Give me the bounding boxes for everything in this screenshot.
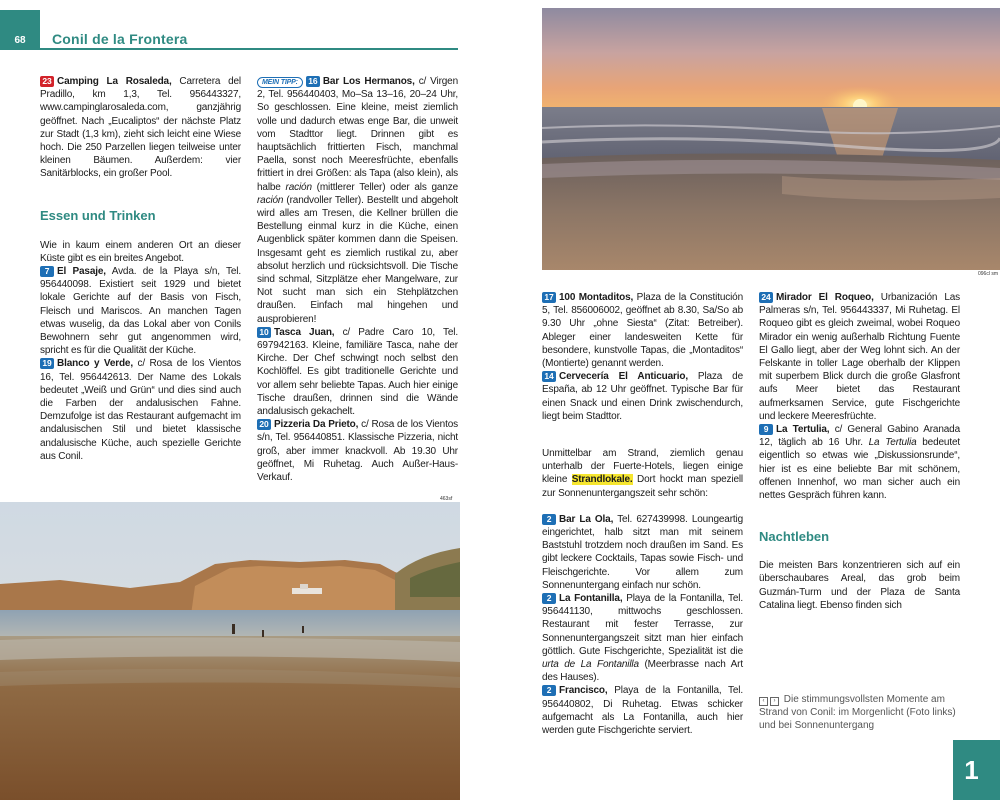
entry-name: La Fontanilla,: [559, 593, 623, 605]
page-number: 68: [0, 10, 40, 50]
entry-italic: ración: [285, 181, 312, 193]
entry-text: c/ Padre Caro 10, Tel. 697942163. Kleine, familiäre Tasca, nahe der Kirche. Der Chef schwingt noch selbst den Kochlöffel. Es gibt traditionelle Gerichte und vor allem sehr beliebte Tapas. Auch hier einige Tische draußen, drinnen sind die Wände andalusisch gekachelt.: [257, 326, 458, 418]
entry-italic: La Tertulia: [868, 437, 917, 449]
photo-morning-beach: [0, 502, 460, 800]
entry-la-tertulia: [759, 423, 960, 502]
highlighted-term: Strandlokale.: [571, 474, 633, 486]
entry-text: Tel. 627439998. Loungeartig eingerichtet, halb sitzt man mit seinem Baststuhl trotzdem noch draußen im Sand. Es gibt leckere Cocktails, Tapas sowie Fisch- und Fleischgerichte. Vor allem zum Sonnenuntergang einfach nur schön.: [542, 513, 743, 591]
left-page: [0, 0, 470, 800]
entry-text: Carretera del Pradillo, km 1,3, Tel. 956443327, www.campinglarosaleda.com, ganzjährig geöffnet. Nach „Eucaliptos“ der nächste Platz zur Stadt (1,3 km), zieht sich leicht eine Wiese hoch. Die 250 Parzellen liegen teilweise unter kleinen Bäumen. Außerdem: vier Sanitärblocks, ein großer Pool.: [40, 76, 241, 180]
entry-tasca-juan: [257, 326, 458, 418]
entry-name: Bar Los Hermanos,: [322, 76, 415, 87]
photo-right-arrow-icon: ›: [770, 697, 779, 706]
entry-el-pasaje: [40, 265, 241, 357]
entry-text: (Meerbrasse nach Art des Hauses).: [542, 659, 743, 684]
entry-los-hermanos: [257, 75, 458, 326]
entry-blanco-y-verde: [40, 357, 241, 463]
entry-text: c/ Rosa de los Vientos 16, Tel. 956442613. Der Name des Lokals bedeutet „Weiß und Grün“ und dies sind auch die Farben der andalusischen Fahne. Demzufolge ist das Restaurant aufgemacht im andalusischen Stil und bietet klassische andalusische Küche, auch spezielle Gerichte aus Conil.: [40, 358, 241, 462]
entry-name: 100 Montaditos,: [559, 292, 634, 303]
running-head: Conil de la Frontera: [52, 31, 188, 47]
entry-name: Blanco y Verde,: [57, 358, 133, 370]
map-marker-2: 2: [542, 685, 556, 696]
entry-name: Francisco,: [559, 685, 608, 697]
caption-text: Die stimmungsvollsten Momente am Strand von Conil: im Morgenlicht (Foto links) und bei Sonnenuntergang: [759, 694, 956, 731]
section-intro: Wie in kaum einem anderen Ort an dieser Küste gibt es ein breites Angebot.: [40, 239, 241, 264]
chapter-tab: 1: [953, 740, 1000, 800]
photo-morning-beach-image: [0, 502, 460, 800]
entry-name: Camping La Rosaleda,: [57, 76, 172, 87]
photo-sunset-beach-image: [542, 8, 1000, 270]
section-heading: Nachtleben: [759, 529, 830, 545]
entry-100-montaditos: [542, 291, 743, 370]
photo-credit: 463sf: [440, 496, 453, 502]
map-marker-17: 17: [542, 292, 556, 303]
entry-text: Playa de la Fontanilla, Tel. 956440802, Di Ruhetag. Etwas schicker aufgemacht als La Fontanilla, auch hier werden gute Fischgerichte serviert.: [542, 685, 743, 737]
entry-name: El Pasaje,: [57, 266, 106, 278]
section-heading: Essen und Trinken: [40, 207, 156, 223]
map-marker-9: 9: [759, 424, 773, 435]
entry-name: Cervecería El Anticuario,: [559, 371, 688, 383]
entry-bar-la-ola: [542, 513, 743, 592]
left-column-1: [40, 75, 241, 463]
entry-text: Playa de la Fontanilla, Tel. 956441130, mittwochs geschlossen. Restaurant mit fester Terrasse, zur Sonnenuntergangszeit sitzt man hier einfach göttlich. Gute Fischgerichte, Spezialität ist die: [542, 593, 743, 657]
entry-francisco: [542, 684, 743, 737]
entry-italic: urta de La Fontanilla: [542, 659, 639, 671]
entry-text: Plaza de España, ab 12 Uhr geöffnet. Typische Bar für einen Snack und einen Drink zwischendurch, liegt beim Stadttor.: [542, 371, 743, 422]
map-marker-16: 16: [306, 76, 320, 87]
entry-italic: ración: [257, 194, 284, 206]
entry-la-fontanilla: [542, 592, 743, 684]
right-column-2: [759, 291, 960, 612]
mein-tipp-badge: MEIN TIPP:: [257, 77, 303, 88]
entry-text: c/ General Gabino Aranada 12, täglich ab 16 Uhr.: [759, 424, 960, 449]
entry-camping: [40, 75, 241, 181]
entry-name: Mirador El Roqueo,: [776, 292, 874, 303]
nightlife-text: Die meisten Bars konzentrieren sich auf ein überschaubares Areal, das grob beim Guzmán-Turm und der Plaza de Santa Catalina liegt. Ebenso finden sich: [759, 560, 960, 611]
map-marker-10: 10: [257, 327, 271, 338]
entry-name: Pizzeria Da Prieto,: [274, 419, 359, 431]
entry-text: bedeutet eigentlich so etwas wie „Diskussionsrunde“, hier ist es eine beliebte Bar mit schönem, offenen Innenhof, wo man sicher auch ein nettes Gespräch führen kann.: [759, 437, 960, 502]
map-marker-19: 19: [40, 358, 54, 369]
photo-left-arrow-icon: ‹: [759, 697, 768, 706]
entry-text: (randvoller Teller). Bestellt und abgeholt wird alles am Tresen, die Kellner brüllen die Bestellung einmal kurz in die Küche, einen Augenblick später kommen dann die Speisen. Insgesamt geht es ziemlich rustikal zu, aber absolut herzlich und rücksichtsvoll. Die Tische sind schmal, Sitzplätze eher Mangelware, zur Not sucht man sich ein Stehplätzchen draußen. Einfach mal hingehen und ausprobieren!: [257, 194, 458, 325]
entry-name: Bar La Ola,: [559, 513, 614, 525]
map-marker-7: 7: [40, 266, 54, 277]
entry-da-prieto: [257, 418, 458, 484]
intro-text: Dort hockt man speziell zur Sonnenuntergangszeit sehr schön:: [542, 474, 744, 499]
map-marker-2: 2: [542, 514, 556, 525]
photo-sunset-beach: [542, 8, 1000, 270]
map-marker-20: 20: [257, 419, 271, 430]
entry-text: Urbanización Las Palmeras s/n, Tel. 956443337, Mi Ruhetag. El Roqueo gibt es gleich zweimal, wobei Roqueo Mirador ein wenig außerhalb Richtung Fuente El Gallo liegt, aber der Weg lohnt sich. An der Felskante in toller Lage oberhalb der Klippen mit superbem Blick durch die große Glasfront aufs Meer bietet das Restaurant aufmerksamen Service, gute Fischgerichte und leckere Meeresfrüchte.: [759, 292, 960, 422]
right-page: [530, 0, 1000, 800]
map-marker-2: 2: [542, 593, 556, 604]
right-column-1: [542, 291, 743, 737]
entry-text: Avda. de la Playa s/n, Tel. 956440098. Existiert seit 1929 und bietet lokale Gerichte auf der Basis von Fisch, Fleisch und Mariscos. An manchen Tagen etwas wuselig, da das Lokal aber von Conils Bewohnern sehr gut angenommen wird, spricht es für die Qualität der Küche.: [40, 266, 242, 357]
header-rule: [40, 48, 458, 50]
entry-text: c/ Rosa de los Vientos s/n, Tel. 956440851. Klassische Pizzeria, nicht groß, aber immer knackvoll. Ab 19.30 Uhr geöffnet, Mi Ruhetag. Auch Außer-Haus-Verkauf.: [257, 419, 458, 484]
entry-name: La Tertulia,: [776, 424, 830, 436]
photo-caption: [759, 693, 960, 732]
photo-credit: 096cl sm: [978, 271, 999, 277]
left-column-2: [257, 75, 458, 484]
map-marker-23: 23: [40, 76, 54, 87]
entry-text: (mittlerer Teller) oder als ganze: [311, 181, 458, 193]
entry-name: Tasca Juan,: [274, 326, 335, 338]
map-marker-24: 24: [759, 292, 773, 303]
intro-text: Unmittelbar am Strand, ziemlich genau unterhalb der Fuerte-Hotels, liegen einige kleine: [542, 448, 743, 486]
entry-text: c/ Virgen 2, Tel. 956440403, Mo–Sa 13–16, 20–24 Uhr, So geschlossen. Eine kleine, meist ziemlich volle und dadurch etwas enge Bar, die unweit vom Stadttor liegt. Drinnen gibt es hauptsächlich frittierten Fisch, manchmal Paella, sonst noch Meeresfrüchte, ebenfalls frittiert in drei Größen: als Tapa (also klein), als halbe: [257, 76, 458, 193]
entry-el-roqueo: [759, 291, 960, 423]
map-marker-14: 14: [542, 371, 556, 382]
beach-bars-intro: [542, 447, 743, 500]
entry-el-anticuario: [542, 370, 743, 423]
entry-text: Plaza de la Constitución 5, Tel. 856006002, geöffnet ab 8.30, Sa/So ab 9.30 Uhr „ohne Siesta“ (Zitat: Betreiber). Ableger einer landesweiten Kette für besondere, kunstvolle Tapas, die „Montaditos“ (Montierte) genannt werden.: [542, 292, 743, 370]
